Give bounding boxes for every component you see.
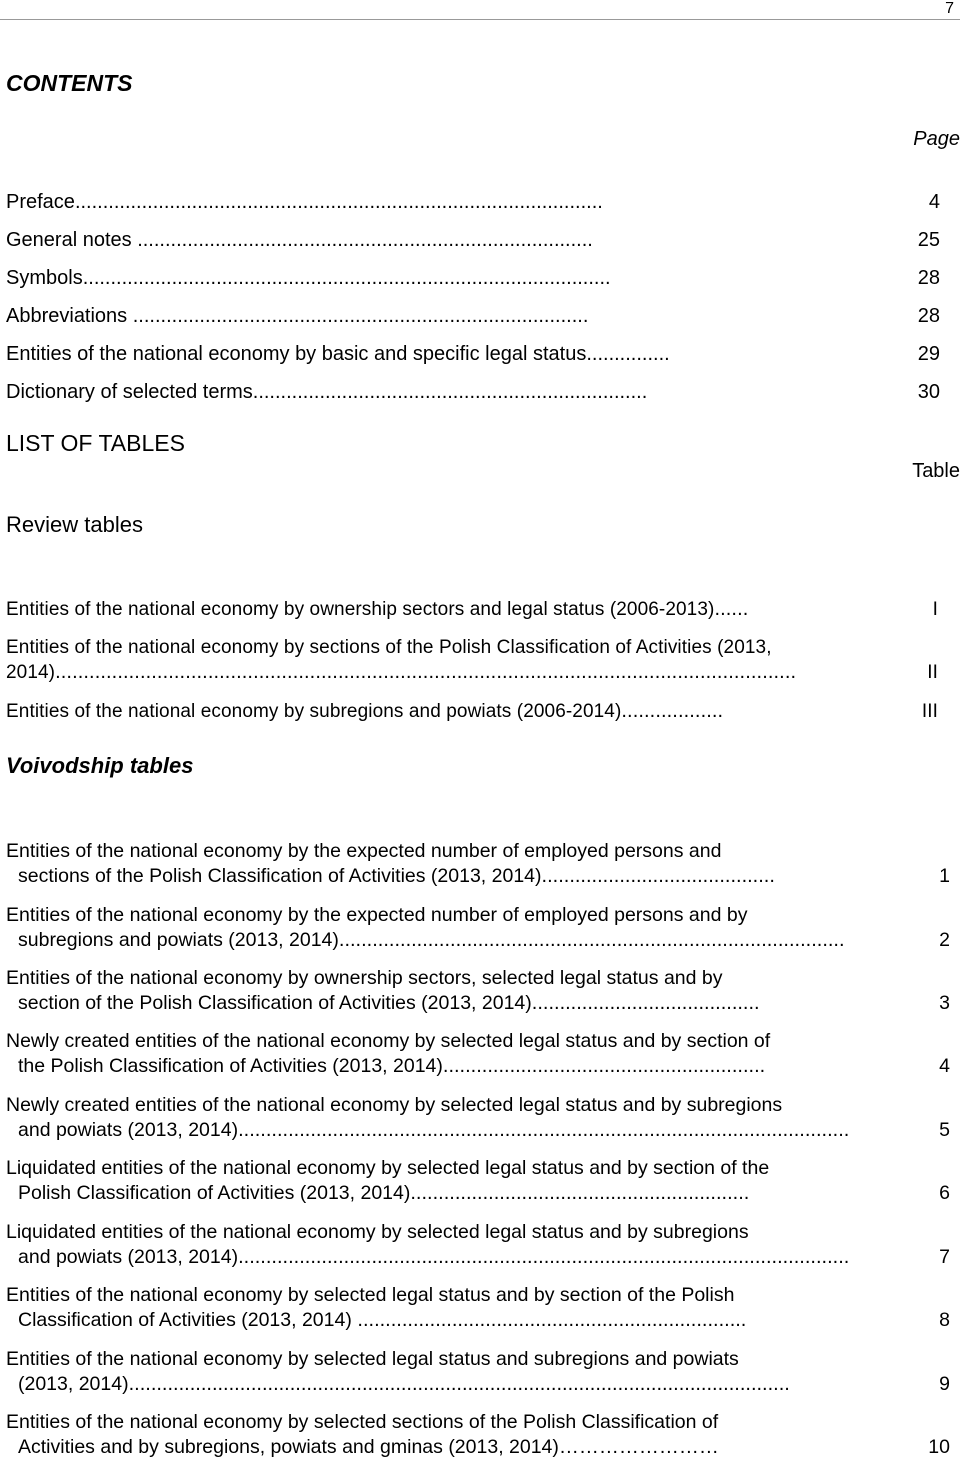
dot-leader: ...........................................................................................	[338, 929, 845, 951]
entry-label: Entities of the national economy by selected legal status and by section of the Polish	[6, 1284, 735, 1306]
dot-leader: ..........................................	[541, 865, 775, 887]
entry-page: 30	[917, 381, 940, 403]
table-column-label: Table	[912, 460, 960, 482]
voivodship-table-entry[interactable]	[6, 839, 952, 889]
voivodship-table-entry[interactable]	[6, 903, 952, 953]
page-column-label: Page	[913, 128, 960, 150]
voivodship-table-entry[interactable]	[6, 1347, 952, 1397]
dot-leader: .......................................................................................................................	[128, 1373, 790, 1395]
dot-leader: ...............................................................................................	[82, 267, 611, 289]
dot-leader: ..................................................................................	[131, 229, 593, 251]
entry-label-continued: section of the Polish Classification of Activities (2013, 2014)	[18, 992, 532, 1014]
dot-leader: .......................................................................	[252, 381, 648, 403]
voivodship-table-entry[interactable]	[6, 1220, 952, 1270]
dot-leader: .............................................................	[410, 1182, 750, 1204]
entry-table-number: 3	[939, 992, 950, 1014]
entry-label: Entities of the national economy by the expected number of employed persons and by	[6, 904, 748, 926]
header-rule	[0, 19, 960, 20]
entry-label: Liquidated entities of the national economy by selected legal status and by section of the	[6, 1157, 770, 1179]
entry-label: Entities of the national economy by ownership sectors, selected legal status and by	[6, 967, 723, 989]
contents-entry[interactable]	[6, 266, 952, 291]
entry-label: Liquidated entities of the national economy by selected legal status and by subregions	[6, 1221, 749, 1243]
entry-table-number: 2	[939, 929, 950, 951]
review-table-entry[interactable]	[6, 597, 952, 622]
entry-table-number: I	[932, 599, 938, 620]
entry-table-number: 6	[939, 1182, 950, 1204]
entry-label: Entities of the national economy by ownership sectors and legal status (2006-2013)	[6, 599, 715, 620]
entry-page: 29	[917, 343, 940, 365]
entry-label: Entities of the national economy by the expected number of employed persons and	[6, 840, 722, 862]
entry-table-number: 8	[939, 1309, 950, 1331]
contents-entry[interactable]	[6, 342, 952, 367]
entry-label: Abbreviations	[6, 305, 128, 327]
contents-entry[interactable]	[6, 380, 952, 405]
entry-label: Entities of the national economy by selected sections of the Polish Classification of	[6, 1411, 719, 1433]
entry-label-continued: sections of the Polish Classification of Activities (2013, 2014)	[18, 865, 542, 887]
dot-leader: ...................................................................................................................................	[55, 661, 797, 683]
entry-label: General notes	[6, 229, 132, 251]
entry-label-continued: the Polish Classification of Activities (2013, 2014)	[18, 1055, 443, 1077]
entry-label: Dictionary of selected terms	[6, 381, 253, 403]
dot-leader: ..................	[621, 700, 724, 722]
entry-table-number: 4	[939, 1055, 950, 1077]
contents-entry[interactable]	[6, 190, 952, 215]
entry-table-number: 5	[939, 1119, 950, 1141]
entry-label: Entities of the national economy by basic and specific legal status	[6, 343, 587, 365]
voivodship-table-entry[interactable]	[6, 1283, 952, 1333]
dot-leader: ...............	[586, 343, 670, 365]
voivodship-table-entry[interactable]	[6, 1029, 952, 1079]
entry-label-continued: 2014)	[6, 662, 56, 683]
entry-table-number: 7	[939, 1246, 950, 1268]
voivodship-table-entry[interactable]	[6, 1156, 952, 1206]
dot-leader: ..................................................................................	[127, 305, 589, 327]
entry-label-continued: Polish Classification of Activities (2013, 2014)	[18, 1182, 411, 1204]
review-table-entry[interactable]	[6, 635, 952, 685]
entry-label-continued: subregions and powiats (2013, 2014)	[18, 929, 339, 951]
dot-leader: ..............................................................................................................	[238, 1246, 850, 1268]
voivodship-table-entry[interactable]	[6, 1093, 952, 1143]
entry-table-number: 1	[939, 865, 950, 887]
entry-label-continued: Activities and by subregions, powiats and gminas (2013, 2014)	[18, 1436, 559, 1458]
contents-entry[interactable]	[6, 228, 952, 253]
entry-label-continued: and powiats (2013, 2014)	[18, 1119, 239, 1141]
entry-table-number: 10	[928, 1436, 950, 1458]
dot-leader: ..........................................................	[442, 1055, 766, 1077]
entry-label-continued: (2013, 2014)	[18, 1373, 129, 1395]
voivodship-tables-heading: Voivodship tables	[6, 753, 194, 778]
voivodship-table-entry[interactable]	[6, 966, 952, 1016]
dot-leader: .........................................	[531, 992, 760, 1014]
entry-table-number: 9	[939, 1373, 950, 1395]
entry-label: Newly created entities of the national economy by selected legal status and by section of	[6, 1030, 771, 1052]
entry-label: Newly created entities of the national economy by selected legal status and by subregions	[6, 1094, 783, 1116]
page-number: 7	[945, 0, 954, 17]
dot-leader: ......	[714, 598, 749, 620]
entry-label: Symbols	[6, 267, 83, 289]
entry-page: 28	[917, 305, 940, 327]
review-tables-heading: Review tables	[6, 512, 143, 537]
entry-page: 28	[917, 267, 940, 289]
entry-page: 4	[928, 191, 940, 213]
page-title: CONTENTS	[6, 70, 133, 96]
dot-leader: ……………………	[558, 1436, 719, 1458]
voivodship-table-entry[interactable]	[6, 1410, 952, 1460]
entry-label-continued: and powiats (2013, 2014)	[18, 1246, 239, 1268]
entry-table-number: III	[921, 701, 938, 722]
entry-label: Entities of the national economy by sections of the Polish Classification of Activities (2013,	[6, 637, 772, 658]
entry-label: Entities of the national economy by subregions and powiats (2006-2014)	[6, 701, 622, 722]
dot-leader: ......................................................................	[351, 1309, 747, 1331]
entry-label: Preface	[6, 191, 75, 213]
entry-page: 25	[917, 229, 940, 251]
review-table-entry[interactable]	[6, 699, 952, 724]
dot-leader: ..............................................................................................................	[238, 1119, 850, 1141]
contents-entry[interactable]	[6, 304, 952, 329]
dot-leader: ...............................................................................................	[74, 191, 603, 213]
entry-table-number: II	[927, 662, 938, 683]
entry-label: Entities of the national economy by selected legal status and subregions and powiats	[6, 1348, 739, 1370]
entry-label-continued: Classification of Activities (2013, 2014)	[18, 1309, 352, 1331]
list-of-tables-heading: LIST OF TABLES	[6, 430, 185, 456]
